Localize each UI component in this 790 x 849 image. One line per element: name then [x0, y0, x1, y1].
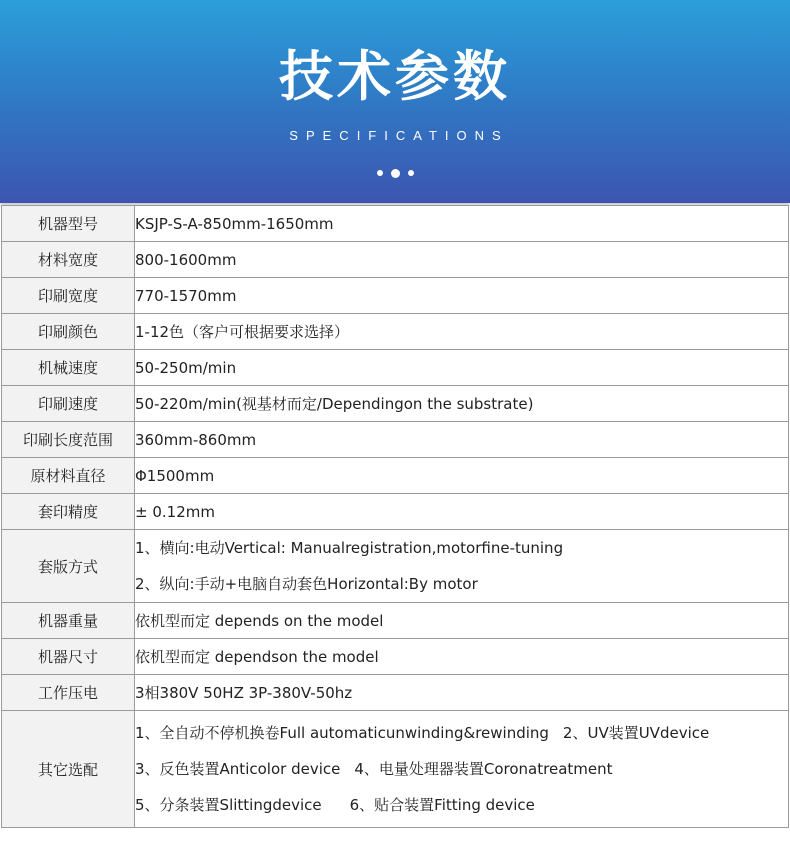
page-subtitle: SPECIFICATIONS — [289, 128, 509, 143]
spec-row-machine-weight — [2, 603, 789, 639]
spec-value: ± 0.12mm — [135, 494, 789, 530]
option-item: 4、电量处理器装置Coronatreatment — [354, 760, 613, 778]
spec-label: 机械速度 — [2, 350, 135, 386]
spec-label: 套版方式 — [2, 530, 135, 603]
spec-label: 机器尺寸 — [2, 639, 135, 675]
spec-value: 50-220m/min(视基材而定/Dependingon the substrate) — [135, 386, 789, 422]
spec-value — [135, 530, 789, 603]
spec-value: 800-1600mm — [135, 242, 789, 278]
spec-value: Φ1500mm — [135, 458, 789, 494]
spec-row-machine-speed — [2, 350, 789, 386]
spec-label: 机器重量 — [2, 603, 135, 639]
header-banner — [0, 0, 790, 203]
spec-label: 材料宽度 — [2, 242, 135, 278]
spec-row-machine-size — [2, 639, 789, 675]
spec-option-line — [135, 787, 788, 823]
spec-value — [135, 711, 789, 828]
spec-row-registration-accuracy — [2, 494, 789, 530]
spec-value: 依机型而定 dependson the model — [135, 639, 789, 675]
spec-label: 原材料直径 — [2, 458, 135, 494]
spec-value-line: 1、横向:电动Vertical: Manualregistration,motorfine-tuning — [135, 539, 564, 557]
dot-icon — [377, 170, 383, 176]
option-item: 6、贴合装置Fitting device — [349, 796, 535, 814]
spec-label: 印刷速度 — [2, 386, 135, 422]
spec-label: 工作压电 — [2, 675, 135, 711]
spec-value: 依机型而定 depends on the model — [135, 603, 789, 639]
spec-row-print-width — [2, 278, 789, 314]
option-item: 5、分条装置Slittingdevice — [135, 796, 322, 814]
spec-label: 其它选配 — [2, 711, 135, 828]
spec-label: 印刷长度范围 — [2, 422, 135, 458]
spec-row-print-colors — [2, 314, 789, 350]
spec-option-line — [135, 715, 788, 751]
spec-value: 1-12色（客户可根据要求选择） — [135, 314, 789, 350]
spec-row-options — [2, 711, 789, 828]
spec-row-print-length — [2, 422, 789, 458]
spec-label: 套印精度 — [2, 494, 135, 530]
specifications-table — [1, 205, 789, 828]
spec-value: 770-1570mm — [135, 278, 789, 314]
option-item: 2、UV装置UVdevice — [562, 724, 710, 742]
spec-label: 印刷颜色 — [2, 314, 135, 350]
option-item: 1、全自动不停机换卷Full automaticunwinding&rewinding — [135, 724, 549, 742]
spec-value: 360mm-860mm — [135, 422, 789, 458]
spec-row-power — [2, 675, 789, 711]
dot-icon — [408, 170, 414, 176]
option-item: 3、反色装置Anticolor device — [135, 760, 341, 778]
spec-value: 50-250m/min — [135, 350, 789, 386]
spec-row-registration-method — [2, 530, 789, 603]
decorative-dots — [0, 167, 790, 179]
dot-icon — [391, 169, 400, 178]
spec-row-model — [2, 206, 789, 242]
spec-value: 3相380V 50HZ 3P-380V-50hz — [135, 675, 789, 711]
page-title: 技术参数 — [279, 45, 511, 108]
spec-label: 印刷宽度 — [2, 278, 135, 314]
spec-row-material-diameter — [2, 458, 789, 494]
spec-label: 机器型号 — [2, 206, 135, 242]
spec-row-print-speed — [2, 386, 789, 422]
spec-value: KSJP-S-A-850mm-1650mm — [135, 206, 789, 242]
spec-option-line — [135, 751, 788, 787]
spec-row-material-width — [2, 242, 789, 278]
spec-value-line: 2、纵向:手动+电脑自动套色Horizontal:By motor — [135, 575, 478, 593]
